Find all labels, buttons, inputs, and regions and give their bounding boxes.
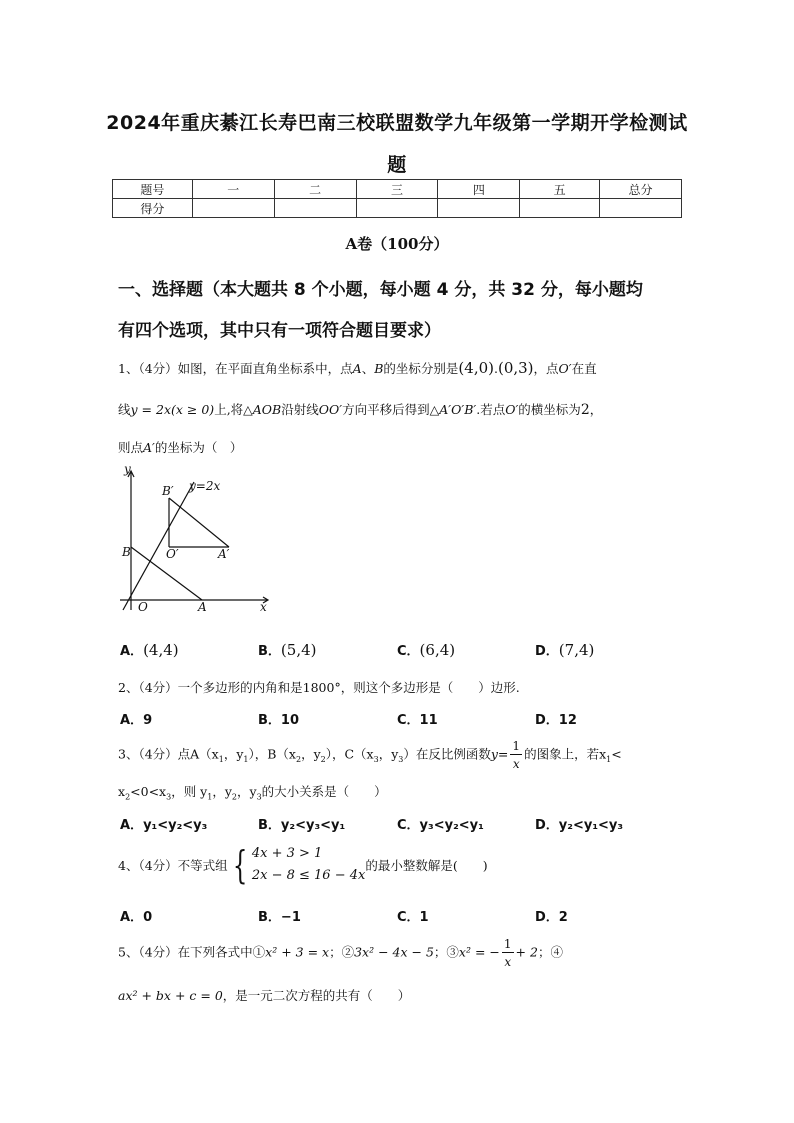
score-cell: 三 — [356, 180, 438, 199]
option-letter: D． — [535, 713, 559, 728]
subscript: 1 — [218, 755, 224, 764]
q5-equation-2: 3x² − 4x − 5 — [354, 944, 434, 960]
segment-bp-ap — [169, 498, 229, 547]
fraction-numerator: 1 — [503, 937, 512, 951]
option-letter: A． — [120, 910, 144, 925]
q1-coord-a: (4,0) — [458, 359, 494, 377]
q1-text: 的坐标为（ ） — [154, 440, 243, 455]
q3-text: <0<x — [130, 784, 167, 799]
q4-text: 的最小整数解是( ) — [365, 858, 488, 873]
q1-text: 1、（4分）如图，在平面直角坐标系中，点 — [118, 361, 353, 376]
q3-text: ，y — [212, 784, 232, 799]
option-value: y₂<y₁<y₃ — [558, 818, 624, 833]
option-value: (7,4) — [558, 641, 595, 659]
q1-triangle-aob: △AOB — [243, 402, 282, 417]
q1-option-d[interactable] — [535, 640, 594, 659]
option-value: y₁<y₂<y₃ — [143, 818, 208, 833]
q3-option-c[interactable] — [397, 814, 484, 833]
q1-option-a[interactable] — [120, 640, 179, 659]
q5-text: 5、（4分）在下列各式中① — [118, 944, 266, 960]
inequality-2: 2x − 8 ≤ 16 − 4x — [251, 868, 366, 883]
q1-text: 的横坐标为 — [518, 402, 581, 417]
q1-text: ， — [589, 402, 603, 417]
option-value: 10 — [280, 713, 300, 728]
q5-text: ；④ — [537, 944, 563, 960]
subscript: 2 — [295, 755, 302, 764]
score-input-cell[interactable] — [274, 199, 356, 218]
section-header-line2: 有四个选项，其中只有一项符合题目要求） — [118, 321, 441, 341]
q5-text: ；② — [329, 944, 355, 960]
option-letter: C． — [397, 910, 420, 925]
label-y: y — [124, 462, 131, 476]
label-line: y=2x — [189, 479, 221, 493]
q1-line2 — [118, 400, 602, 418]
q5-equation-4: ax² + bx + c = 0 — [118, 988, 223, 1003]
q3-fraction — [510, 740, 522, 770]
q1-point-a: A — [352, 361, 362, 376]
option-letter: B． — [258, 818, 281, 833]
inequality-system — [252, 843, 366, 887]
option-value: y₂<y₃<y₁ — [280, 818, 346, 833]
option-value: 0 — [143, 910, 153, 925]
option-value: (4,4) — [143, 641, 179, 659]
q1-line-equation: y = 2x(x ≥ 0) — [130, 402, 215, 417]
label-bp: B′ — [162, 484, 174, 498]
score-row-label: 得分 — [113, 199, 193, 218]
q5-equation-3-tail: + 2 — [515, 944, 538, 960]
q2-option-b[interactable] — [258, 709, 299, 728]
q4-option-a[interactable] — [120, 906, 152, 925]
q5-equation-3: x² = − — [458, 944, 500, 960]
q3-text: x — [118, 784, 126, 799]
option-letter: B． — [258, 713, 281, 728]
option-letter: D． — [535, 910, 559, 925]
option-value: 2 — [558, 910, 568, 925]
q1-text: 、 — [361, 361, 375, 376]
q5-line2 — [118, 986, 410, 1004]
subscript: 2 — [125, 792, 131, 802]
q2-option-d[interactable] — [535, 709, 577, 728]
subscript: 2 — [320, 755, 326, 764]
q5-line1 — [118, 938, 563, 968]
q1-text: 则点 — [118, 440, 144, 455]
subscript: 2 — [231, 792, 237, 802]
q2-option-c[interactable] — [397, 709, 438, 728]
q1-text: 线 — [118, 402, 131, 417]
score-cell: 总分 — [600, 180, 682, 199]
q1-text: 沿射线 — [281, 402, 319, 417]
q1-point-ap: A′ — [143, 440, 155, 455]
q3-text: ，则 y — [171, 784, 208, 799]
option-letter: C． — [397, 644, 420, 659]
q4-text: 4、（4分）不等式组 — [118, 858, 228, 873]
option-value: −1 — [280, 910, 301, 925]
score-input-cell[interactable] — [438, 199, 520, 218]
page-title: 2024年重庆綦江长寿巴南三校联盟数学九年级第一学期开学检测试 — [106, 112, 688, 134]
score-table-score-row — [113, 199, 682, 218]
score-input-cell[interactable] — [600, 199, 682, 218]
fraction-numerator: 1 — [512, 739, 521, 753]
q3-line2 — [118, 782, 387, 802]
option-letter: B． — [258, 910, 281, 925]
subscript: 3 — [398, 755, 404, 764]
subscript: 1 — [606, 755, 612, 764]
option-letter: A． — [120, 818, 144, 833]
q3-text: ，y — [223, 746, 244, 762]
q1-text: 的坐标分别是 — [383, 361, 459, 376]
option-value: 9 — [143, 713, 153, 728]
q3-text: ），C（x — [325, 746, 374, 762]
score-input-cell[interactable] — [356, 199, 438, 218]
q1-text: 方向平移后得到 — [342, 402, 430, 417]
q1-text: . — [493, 361, 498, 376]
score-cell: 四 — [438, 180, 520, 199]
label-ap: A′ — [218, 547, 230, 561]
q4-option-c[interactable] — [397, 906, 429, 925]
q3-text: 的大小关系是（ ） — [261, 784, 387, 799]
subscript: 3 — [166, 792, 172, 802]
subscript: 3 — [373, 755, 379, 764]
subscript: 1 — [243, 755, 249, 764]
q1-line1 — [118, 359, 597, 377]
q1-option-c[interactable] — [397, 640, 455, 659]
q1-text: 在直 — [571, 361, 597, 376]
option-letter: A． — [120, 713, 144, 728]
label-x: x — [260, 600, 267, 614]
q1-line3 — [118, 438, 242, 456]
paper-label: A卷（100分） — [345, 235, 449, 253]
q1-text: .若点 — [476, 402, 506, 417]
q2-text: 2、（4分）一个多边形的内角和是1800°，则这个多边形是（ ）边形. — [118, 680, 520, 695]
option-value: 11 — [419, 713, 438, 728]
option-value: y₃<y₂<y₁ — [419, 818, 484, 833]
score-cell: 二 — [274, 180, 356, 199]
q3-line1 — [118, 740, 622, 770]
q4-option-b[interactable] — [258, 906, 301, 925]
subscript: 3 — [256, 792, 262, 802]
q2-option-a[interactable] — [120, 709, 152, 728]
q5-text: ；③ — [433, 944, 459, 960]
page-title-cont: 题 — [387, 154, 407, 176]
fraction-denominator: x — [512, 757, 520, 771]
option-value: 12 — [558, 713, 577, 728]
option-letter: C． — [397, 713, 420, 728]
q3-text: 的图象上，若x — [524, 746, 607, 762]
system-brace: { — [232, 843, 248, 887]
option-letter: B． — [258, 644, 281, 659]
q1-coord-b: (0,3) — [497, 359, 534, 377]
option-value: (6,4) — [419, 641, 456, 659]
score-table — [112, 179, 682, 218]
q3-text: ），B（x — [248, 746, 296, 762]
line-y-2x — [123, 482, 194, 610]
q3-text: ，y — [378, 746, 399, 762]
score-table-header-row — [113, 180, 682, 199]
option-letter: D． — [535, 818, 559, 833]
q3-text: 3、（4分）点A（x — [118, 746, 219, 762]
inequality-1: 4x + 3 > 1 — [251, 846, 323, 861]
score-cell: 五 — [520, 180, 600, 199]
q1-figure — [112, 460, 277, 620]
q1-triangle-translated: △A′O′B′ — [429, 402, 477, 417]
q4-line — [118, 843, 488, 887]
score-cell: 一 — [192, 180, 274, 199]
label-a: A — [198, 600, 207, 614]
q1-text: ，点 — [533, 361, 559, 376]
q3-option-d[interactable] — [535, 814, 623, 833]
q1-option-b[interactable] — [258, 640, 316, 659]
option-letter: A． — [120, 644, 144, 659]
q3-text: ）在反比例函数 — [403, 746, 491, 762]
score-input-cell[interactable] — [520, 199, 600, 218]
q5-text: ，是一元二次方程的共有（ ） — [222, 988, 411, 1003]
option-value: 1 — [419, 910, 429, 925]
q3-text: < — [611, 746, 622, 762]
score-input-cell[interactable] — [192, 199, 274, 218]
q3-function: y= — [490, 746, 509, 762]
q1-number: 2 — [580, 402, 590, 418]
q5-equation-1: x² + 3 = x — [265, 944, 330, 960]
q4-option-d[interactable] — [535, 906, 568, 925]
option-letter: C． — [397, 818, 420, 833]
label-b: B — [122, 545, 131, 559]
q1-point-op: O′ — [558, 361, 572, 376]
q3-option-b[interactable] — [258, 814, 345, 833]
option-letter: D． — [535, 644, 559, 659]
q3-option-a[interactable] — [120, 814, 207, 833]
section-header-line1: 一、选择题（本大题共 8 个小题，每小题 4 分，共 32 分，每小题均 — [118, 280, 643, 300]
option-value: (5,4) — [280, 641, 317, 659]
subscript: 1 — [207, 792, 213, 802]
q1-point-b: B — [374, 361, 384, 376]
score-cell: 题号 — [113, 180, 193, 199]
q3-text: ，y — [301, 746, 321, 762]
fraction-denominator: x — [504, 955, 512, 969]
q1-ray: OO′ — [318, 402, 343, 417]
q3-text: ，y — [237, 784, 257, 799]
label-o: O — [138, 600, 148, 614]
q1-text: 上,将 — [214, 402, 244, 417]
label-op: O′ — [166, 547, 179, 561]
q5-fraction — [502, 938, 514, 968]
q1-point-op: O′ — [505, 402, 519, 417]
